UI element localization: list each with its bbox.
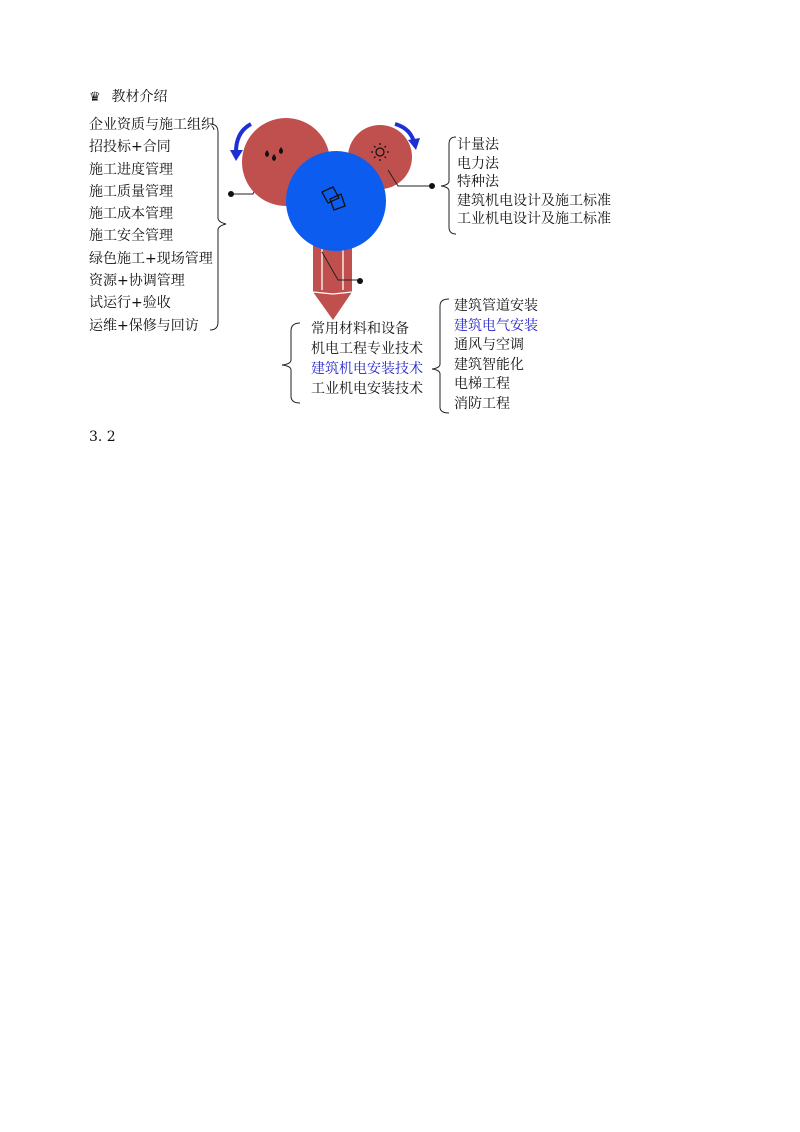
crown-icon: ♛ [89, 90, 101, 105]
laws-bracket [441, 137, 456, 234]
section-heading-title: 教材介绍 [111, 89, 168, 105]
list-item: 招投标+合同 [89, 139, 171, 156]
list-item: 企业资质与施工组织 [89, 117, 215, 133]
list-item: 消防工程 [454, 395, 510, 412]
list-item: 电梯工程 [454, 376, 510, 393]
section-number: 3. 2 [89, 429, 116, 445]
technology-connector-dot [357, 278, 363, 284]
list-item-highlighted: 建筑机电安装技术 [311, 361, 423, 377]
list-item: 运维+保修与回访 [89, 317, 199, 334]
list-item: 试运行+验收 [89, 295, 171, 312]
list-item: 工业机电设计及施工标准 [457, 211, 611, 228]
management-topics-list [89, 114, 215, 337]
list-item: 施工成本管理 [89, 206, 173, 223]
list-item: 施工质量管理 [89, 183, 173, 200]
list-item: 工业机电安装技术 [311, 381, 423, 397]
rotate-arrow-left-head [230, 150, 243, 161]
list-item: 通风与空调 [454, 337, 524, 354]
blue-circle-center [286, 151, 386, 251]
list-item: 施工进度管理 [89, 161, 173, 178]
list-item: 电力法 [457, 155, 499, 172]
laws-connector-dot [429, 183, 435, 189]
building-installation-list [454, 297, 538, 415]
list-item: 绿色施工+现场管理 [89, 250, 213, 267]
list-item: 建筑智能化 [454, 356, 524, 373]
building-installation-bracket [432, 299, 449, 413]
list-item: 特种法 [457, 174, 499, 191]
technology-bracket [282, 323, 300, 403]
list-item: 计量法 [457, 137, 499, 153]
management-connector-dot [228, 191, 234, 197]
list-item: 建筑机电设计及施工标准 [457, 192, 611, 209]
list-item: 资源+协调管理 [89, 273, 185, 290]
list-item: 施工安全管理 [89, 228, 173, 245]
list-item: 常用材料和设备 [311, 321, 409, 337]
technology-topics-list [311, 319, 423, 399]
list-item-highlighted: 建筑电气安装 [454, 317, 538, 334]
list-item: 机电工程专业技术 [311, 341, 423, 357]
list-item: 建筑管道安装 [454, 298, 538, 314]
laws-standards-list [457, 136, 611, 229]
